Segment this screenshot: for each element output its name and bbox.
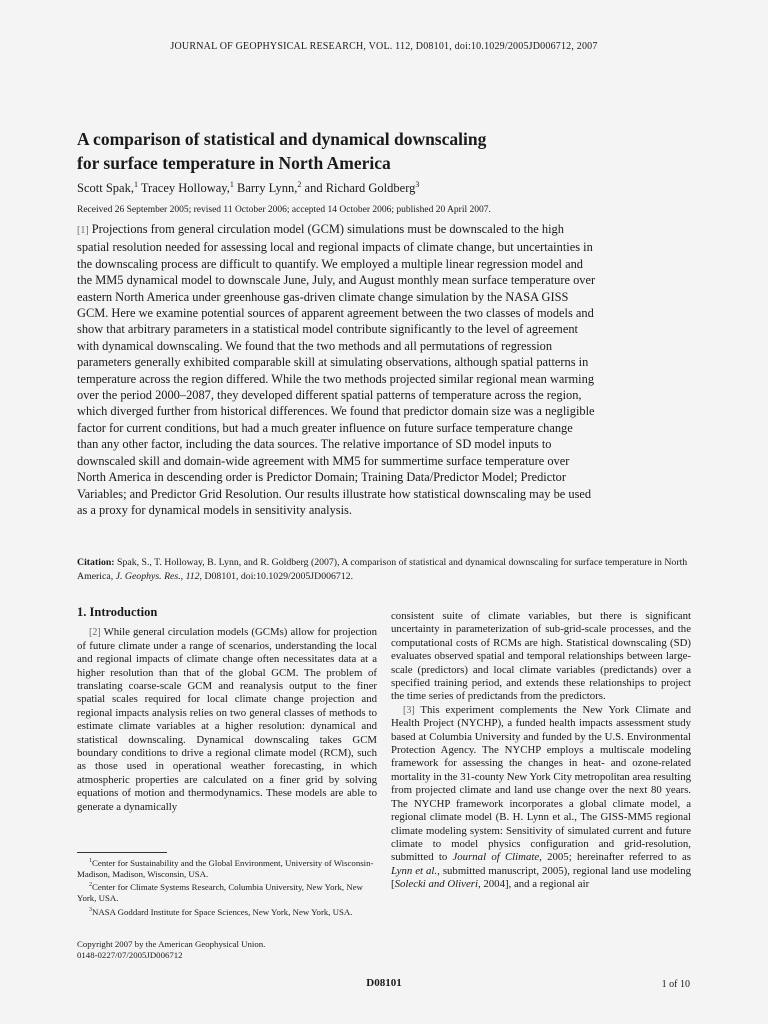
author-name: Barry Lynn,	[236, 181, 298, 196]
footnote-text: Center for Climate Systems Research, Columbia University, New York, New York, USA.	[77, 882, 363, 904]
citation-doi: , D08101, doi:10.1029/2005JD006712.	[199, 571, 354, 582]
citation-journal: J. Geophys. Res.	[115, 571, 181, 582]
footnote	[77, 856, 377, 880]
citation-volume: 112	[185, 571, 200, 582]
copyright-line: Copyright 2007 by the American Geophysical Union.	[77, 939, 266, 949]
reference-author: Solecki and Oliveri	[394, 878, 478, 891]
footnote-mark: 2	[89, 882, 92, 889]
paragraph-3	[391, 704, 691, 892]
footnote-mark: 3	[89, 906, 92, 913]
received-dates: Received 26 September 2005; revised 11 October 2006; accepted 14 October 2006; published 20 April 2007.	[77, 205, 491, 215]
author-name: Tracey Holloway,	[140, 181, 230, 196]
left-column	[77, 606, 377, 814]
abstract-text: Projections from general circulation model (GCM) simulations must be downscaled to the high spatial resolution needed for assessing local and regional impacts of climate change, but uncertainties in the downscaling process are difficult to quantify. We employed a multiple linear regression model and the MM5 dynamical model to downscale June, July, and August monthly mean surface temperature over eastern North America under greenhouse gas-driven climate change simulation by the NASA GISS GCM. Here we examine potential sources of apparent agreement between the two classes of models and show that arbitrary parameters in a statistical model contribute significantly to the level of agreement with dynamical downscaling. We found that the two methods and all permutations of regression parameters generally exhibited comparable skill at simulating observations, although spatial patterns in temperature across the region differed. While the two methods projected similar regional mean warming over the period 2000–2087, they developed different spatial patterns of temperature across the region, which diverged further from historical differences. We found that predictor domain size was a negligible factor for current conditions, but had a much greater influence on future surface temperature change than any other factor, including the data sources. The relative importance of SD model inputs to downscaled skill and domain-wide agreement with MM5 for summertime surface temperature over North America in descending order is Predictor Domain; Training Data/Predictor Model; Predictor Variables; and Predictor Grid Resolution. Our results illustrate how statistical downscaling may be used as a proxy for dynamical models in sensitivity analysis.	[77, 222, 596, 517]
reference-author: Lynn et al.	[391, 864, 438, 877]
citation-text: Spak, S., T. Holloway, B. Lynn, and R. Goldberg (2007), A comparison of statistical and dynamical downscaling for surface temperature in North America,	[77, 557, 688, 582]
title-line-1: A comparison of statistical and dynamical downscaling	[77, 129, 487, 149]
right-column	[391, 610, 691, 892]
citation: Citation: Spak, S., T. Holloway, B. Lynn, and R. Goldberg (2007), A comparison of statistical and dynamical downscaling for surface temperature in North America, J. Geophys. Res., 112, D08101, doi:10.1029/2005JD006712.	[77, 557, 688, 582]
paragraph-text: , 2004], and a regional air	[477, 878, 590, 891]
paragraph-text: , 2005; hereinafter referred to as	[539, 851, 691, 864]
citation-label: Citation:	[77, 557, 115, 568]
running-head: JOURNAL OF GEOPHYSICAL RESEARCH, VOL. 112, D08101, doi:10.1029/2005JD006712, 2007	[170, 41, 598, 52]
footnote-divider	[77, 852, 167, 853]
paragraph-continuation: consistent suite of climate variables, but there is significant uncertainty in parameterization of sub-grid-scale processes, and the computational costs of RCMs are high. Statistical downscaling (SD) evaluates observed spatial and temporal relationships between large-scale (predictors) and local climate variables (predictands) over a specified training period, and extends these relationships to project the time series of predictands from the predictors.	[391, 610, 691, 703]
footnote	[77, 880, 377, 904]
author-affiliation-mark: 2	[297, 180, 302, 189]
article-title	[77, 127, 677, 175]
author-name: and Richard Goldberg	[304, 181, 416, 196]
author-affiliation-mark: 1	[133, 180, 138, 189]
affiliation-footnotes	[77, 856, 377, 918]
abstract	[77, 221, 597, 518]
paragraph-number: [3]	[403, 704, 415, 716]
paragraph-text: While general circulation models (GCMs) allow for projection of future climate under a range of scenarios, understanding the local and regional impacts of climate change often necessitates data at a higher resolution than that of the global GCM. The problem of translating coarse-scale GCM and reanalysis output to the finer spatial scales required for local climate change projection and regional impacts analysis relies on two general classes of methods to estimate climate variables at a higher resolution: dynamical and statistical downscaling. Dynamical downscaling takes GCM boundary conditions to drive a regional climate model (RCM), such as those used in operational weather forecasting, in which atmospheric properties are calculated on a finer grid by solving equations of motion and thermodynamics. These models are able to generate a dynamically	[77, 626, 377, 813]
footnote-text: Center for Sustainability and the Global Environment, University of Wisconsin-Madison, Madison, Wisconsin, USA.	[77, 857, 374, 880]
footnote	[77, 905, 377, 918]
page-number: 1 of 10	[661, 979, 690, 990]
section-heading: 1. Introduction	[77, 605, 158, 619]
copyright-notice	[77, 939, 377, 961]
paragraph-text: This experiment complements the New York Climate and Health Project (NYCHP), a funded health impacts assessment study based at Columbia University and funded by the U.S. Environmental Protection Agency. The NYCHP employs a multiscale modeling framework for assessing the changes in heat- and ozone-related mortality in the 31-county New York City metropolitan area resulting from projected climate and land use change over the next 80 years. The NYCHP framework incorporates a global climate model, a regional climate model (B. H. Lynn et al., The GISS-MM5 regional climate modeling system: Sensitivity of simulated current and future climate to model physics configuration and grid-resolution, submitted to	[391, 703, 691, 864]
author-affiliation-mark: 1	[229, 180, 234, 189]
journal-name: Journal of Climate	[452, 851, 540, 864]
footnote-text: NASA Goddard Institute for Space Sciences, New York, New York, USA.	[92, 906, 353, 917]
footnote-mark: 1	[89, 858, 92, 864]
footer-article-id: D08101	[366, 977, 402, 989]
paragraph-2	[77, 626, 377, 814]
paragraph-number: [2]	[89, 627, 101, 639]
issn-line: 0148-0227/07/2005JD006712	[77, 950, 183, 961]
author-affiliation-mark: 3	[415, 180, 420, 189]
author-list	[77, 180, 419, 196]
paragraph-number: [1]	[77, 225, 89, 236]
paragraph-text: , submitted manuscript, 2005), regional land use modeling [	[391, 864, 692, 891]
author-name: Scott Spak,	[77, 181, 134, 196]
title-line-2: for surface temperature in North America	[77, 153, 391, 173]
